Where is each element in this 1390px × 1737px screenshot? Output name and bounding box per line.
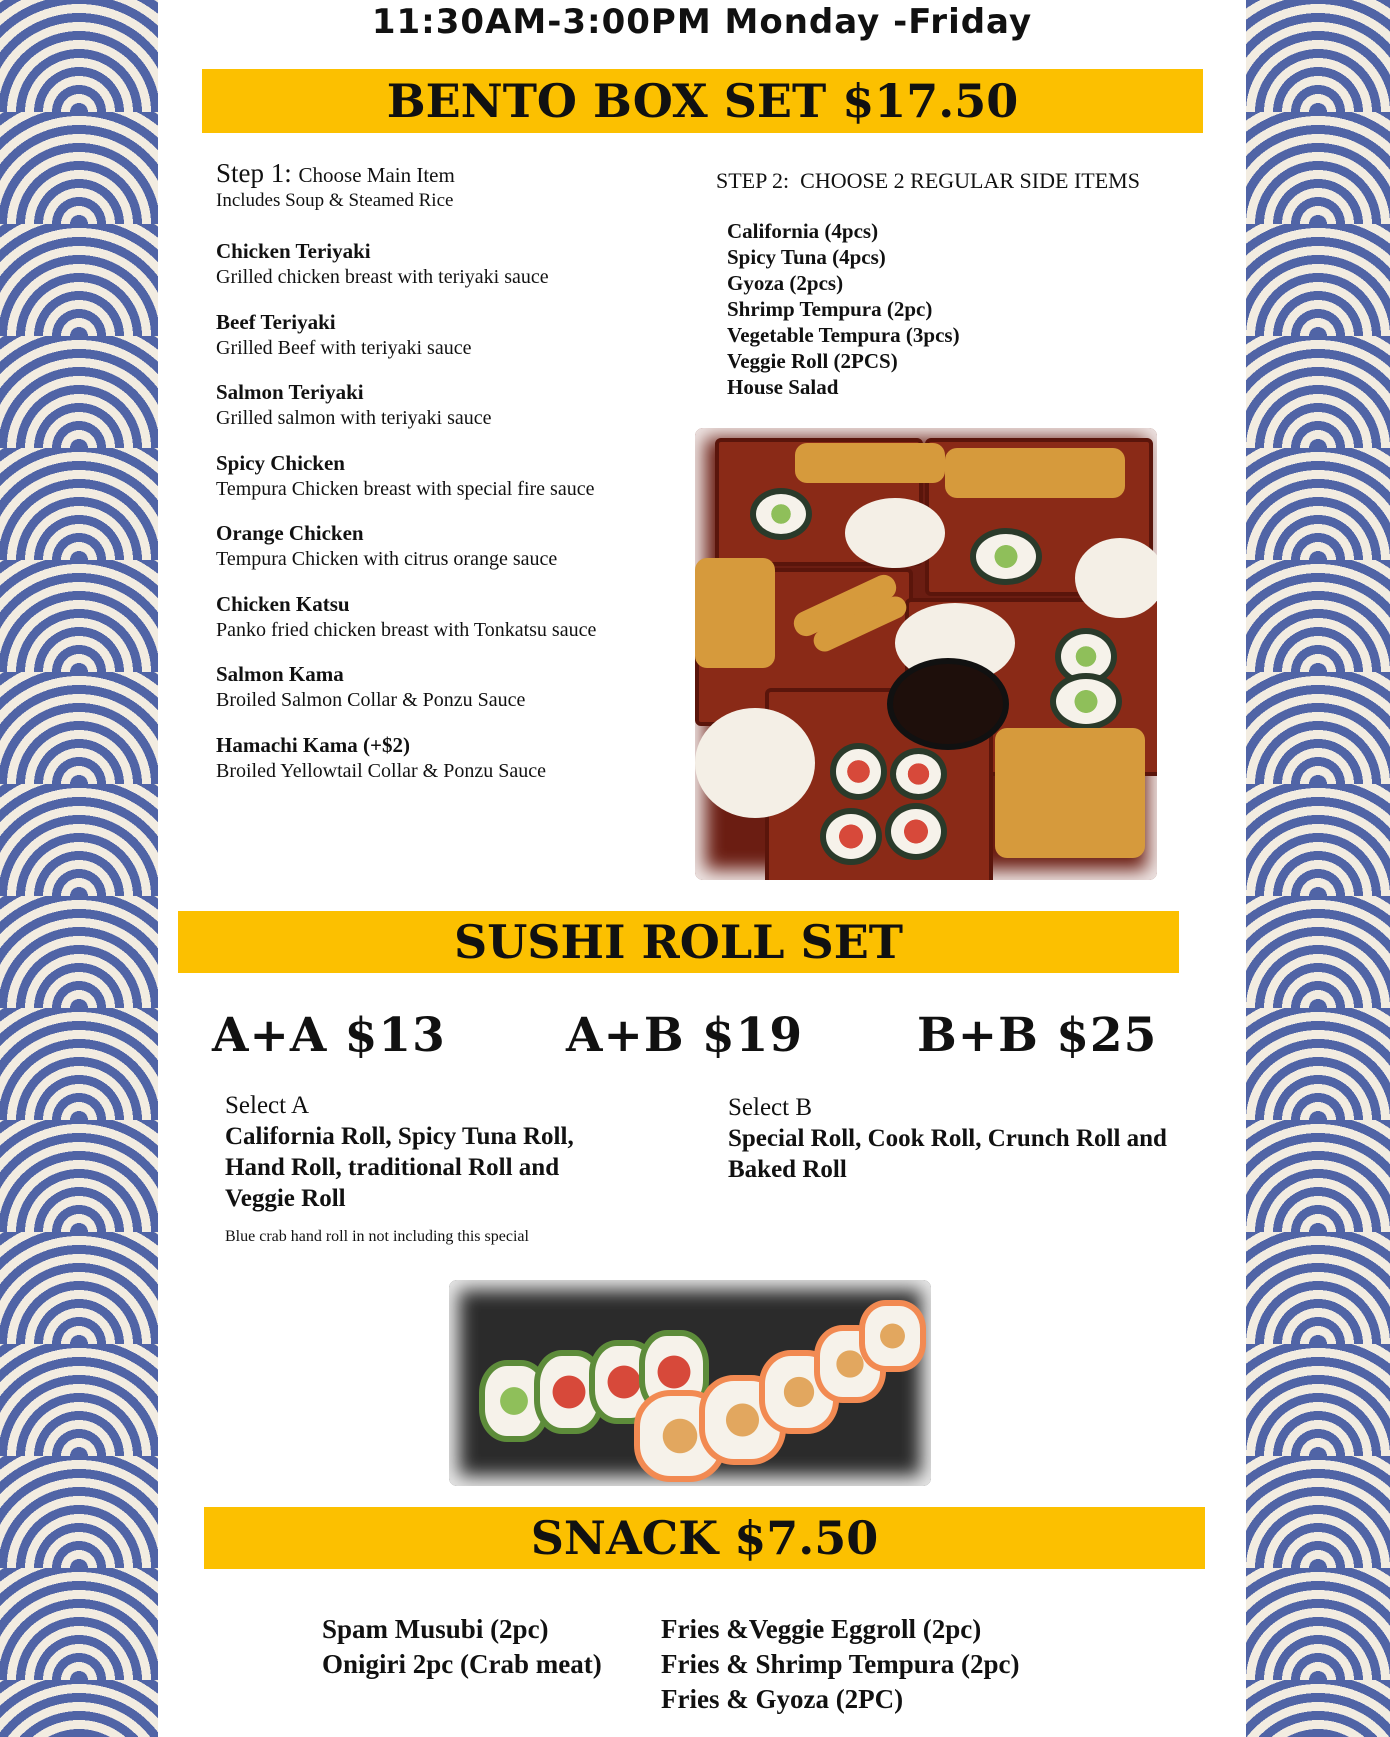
select-b-items: Special Roll, Cook Roll, Crunch Roll and Baked Roll xyxy=(728,1125,1167,1183)
bento-banner: BENTO BOX SET $17.50 xyxy=(202,69,1203,133)
step1-text: Choose Main Item xyxy=(298,163,455,187)
select-b-title: Select B xyxy=(728,1094,813,1121)
list-item: Gyoza (2pcs) xyxy=(727,271,844,295)
list-item: Orange Chicken Tempura Chicken with citrus orange sauce xyxy=(216,521,558,570)
list-item: Fries & Gyoza (2PC) xyxy=(661,1684,904,1714)
list-item: Fries &Veggie Eggroll (2pc) xyxy=(661,1614,982,1644)
step1-header xyxy=(216,158,676,212)
list-item: Fries & Shrimp Tempura (2pc) xyxy=(661,1649,1020,1679)
select-a xyxy=(225,1090,625,1214)
price-aa: A+A $13 xyxy=(212,1008,446,1063)
list-item: Salmon Kama Broiled Salmon Collar & Ponzu Sauce xyxy=(216,662,526,711)
price-ab: A+B $19 xyxy=(566,1008,804,1063)
list-item: California (4pcs) xyxy=(727,219,879,243)
bento-photo xyxy=(695,428,1157,880)
list-item: Veggie Roll (2PCS) xyxy=(727,349,898,373)
list-item: Vegetable Tempura (3pcs) xyxy=(727,323,960,347)
step2-text: CHOOSE 2 REGULAR SIDE ITEMS xyxy=(800,168,1140,193)
step1-label: Step 1: xyxy=(216,158,292,188)
main-item-list xyxy=(216,238,686,802)
hours-header: 11:30AM-3:00PM Monday -Friday xyxy=(371,2,1033,42)
list-item: Spam Musubi (2pc) xyxy=(322,1614,549,1644)
sushi-photo xyxy=(449,1280,931,1486)
list-item: Beef Teriyaki Grilled Beef with teriyaki sauce xyxy=(216,309,472,359)
step2-header xyxy=(716,168,1140,194)
select-b xyxy=(728,1092,1168,1185)
sushi-banner: SUSHI ROLL SET xyxy=(178,911,1179,973)
price-bb: B+B $25 xyxy=(917,1008,1158,1063)
select-a-title: Select A xyxy=(225,1092,310,1119)
list-item: Chicken Katsu Panko fried chicken breast with Tonkatsu sauce xyxy=(216,591,597,641)
snack-list-left xyxy=(322,1612,602,1682)
list-item: Onigiri 2pc (Crab meat) xyxy=(322,1649,602,1679)
list-item: Hamachi Kama (+$2) Broiled Yellowtail Collar & Ponzu Sauce xyxy=(216,732,546,782)
wave-pattern-right xyxy=(1246,0,1390,1737)
list-item: Spicy Chicken Tempura Chicken breast with special fire sauce xyxy=(216,450,595,500)
list-item: Chicken Teriyaki Grilled chicken breast with teriyaki sauce xyxy=(216,239,549,288)
list-item: Salmon Teriyaki Grilled salmon with teriyaki sauce xyxy=(216,380,492,429)
list-item: Spicy Tuna (4pcs) xyxy=(727,245,886,269)
step1-sub: Includes Soup & Steamed Rice xyxy=(216,190,454,211)
snack-banner: SNACK $7.50 xyxy=(204,1507,1205,1569)
select-a-items: California Roll, Spicy Tuna Roll, Hand Roll, traditional Roll and Veggie Roll xyxy=(225,1123,574,1212)
step2-label: STEP 2: xyxy=(716,168,790,193)
list-item: House Salad xyxy=(727,375,839,399)
sushi-note: Blue crab hand roll in not including this special xyxy=(225,1228,529,1245)
snack-list-right xyxy=(661,1612,1020,1717)
wave-pattern-left xyxy=(0,0,158,1737)
side-item-list xyxy=(727,218,960,400)
list-item: Shrimp Tempura (2pc) xyxy=(727,297,933,321)
